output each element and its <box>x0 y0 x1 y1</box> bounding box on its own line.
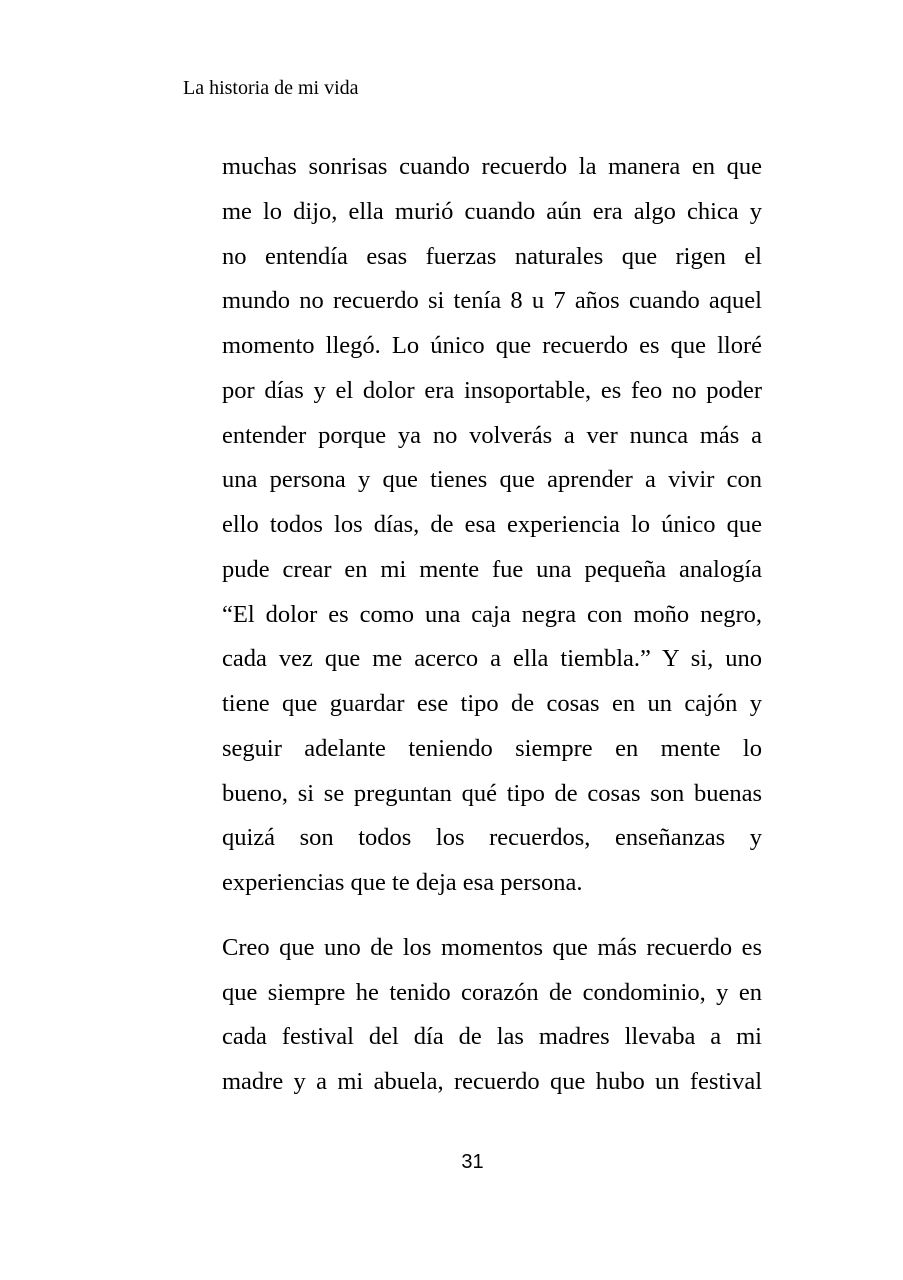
text-line: pude crear en mi mente fue una pequeña analogía <box>222 555 762 583</box>
body-text <box>222 145 762 1105</box>
text-line: mundo no recuerdo si tenía 8 u 7 años cuando aquel <box>222 287 762 315</box>
text-line: momento llegó. Lo único que recuerdo es que lloré <box>222 332 762 359</box>
text-line: tiene que guardar ese tipo de cosas en un cajón y <box>222 690 762 717</box>
text-line: Creo que uno de los momentos que más recuerdo es <box>222 933 762 961</box>
text-line: experiencias que te deja esa persona. <box>222 869 583 896</box>
text-line: una persona y que tienes que aprender a vivir con <box>222 466 762 494</box>
text-line: cada vez que me acerco a ella tiembla.” Y si, uno <box>222 645 762 673</box>
text-line: no entendía esas fuerzas naturales que rigen el <box>222 242 762 270</box>
text-line: muchas sonrisas cuando recuerdo la manera en que <box>222 153 762 180</box>
text-line: bueno, si se preguntan qué tipo de cosas son buenas <box>222 779 762 807</box>
running-header: La historia de mi vida <box>183 77 359 99</box>
text-line: madre y a mi abuela, recuerdo que hubo un festival <box>222 1068 762 1095</box>
text-line: “El dolor es como una caja negra con moño negro, <box>222 600 762 628</box>
text-line: quizá son todos los recuerdos, enseñanzas y <box>222 824 762 852</box>
text-line: ello todos los días, de esa experiencia lo único que <box>222 511 762 538</box>
paragraph-2 <box>222 926 762 1105</box>
text-line: seguir adelante teniendo siempre en mente lo <box>222 734 762 762</box>
text-line: cada festival del día de las madres llevaba a mi <box>222 1023 762 1051</box>
text-line: que siempre he tenido corazón de condominio, y en <box>222 978 762 1006</box>
paragraph-1 <box>222 145 762 906</box>
page-number: 31 <box>461 1151 484 1173</box>
text-line: me lo dijo, ella murió cuando aún era algo chica y <box>222 197 762 225</box>
text-line: entender porque ya no volverás a ver nunca más a <box>222 421 762 449</box>
text-line: por días y el dolor era insoportable, es feo no poder <box>222 376 762 404</box>
